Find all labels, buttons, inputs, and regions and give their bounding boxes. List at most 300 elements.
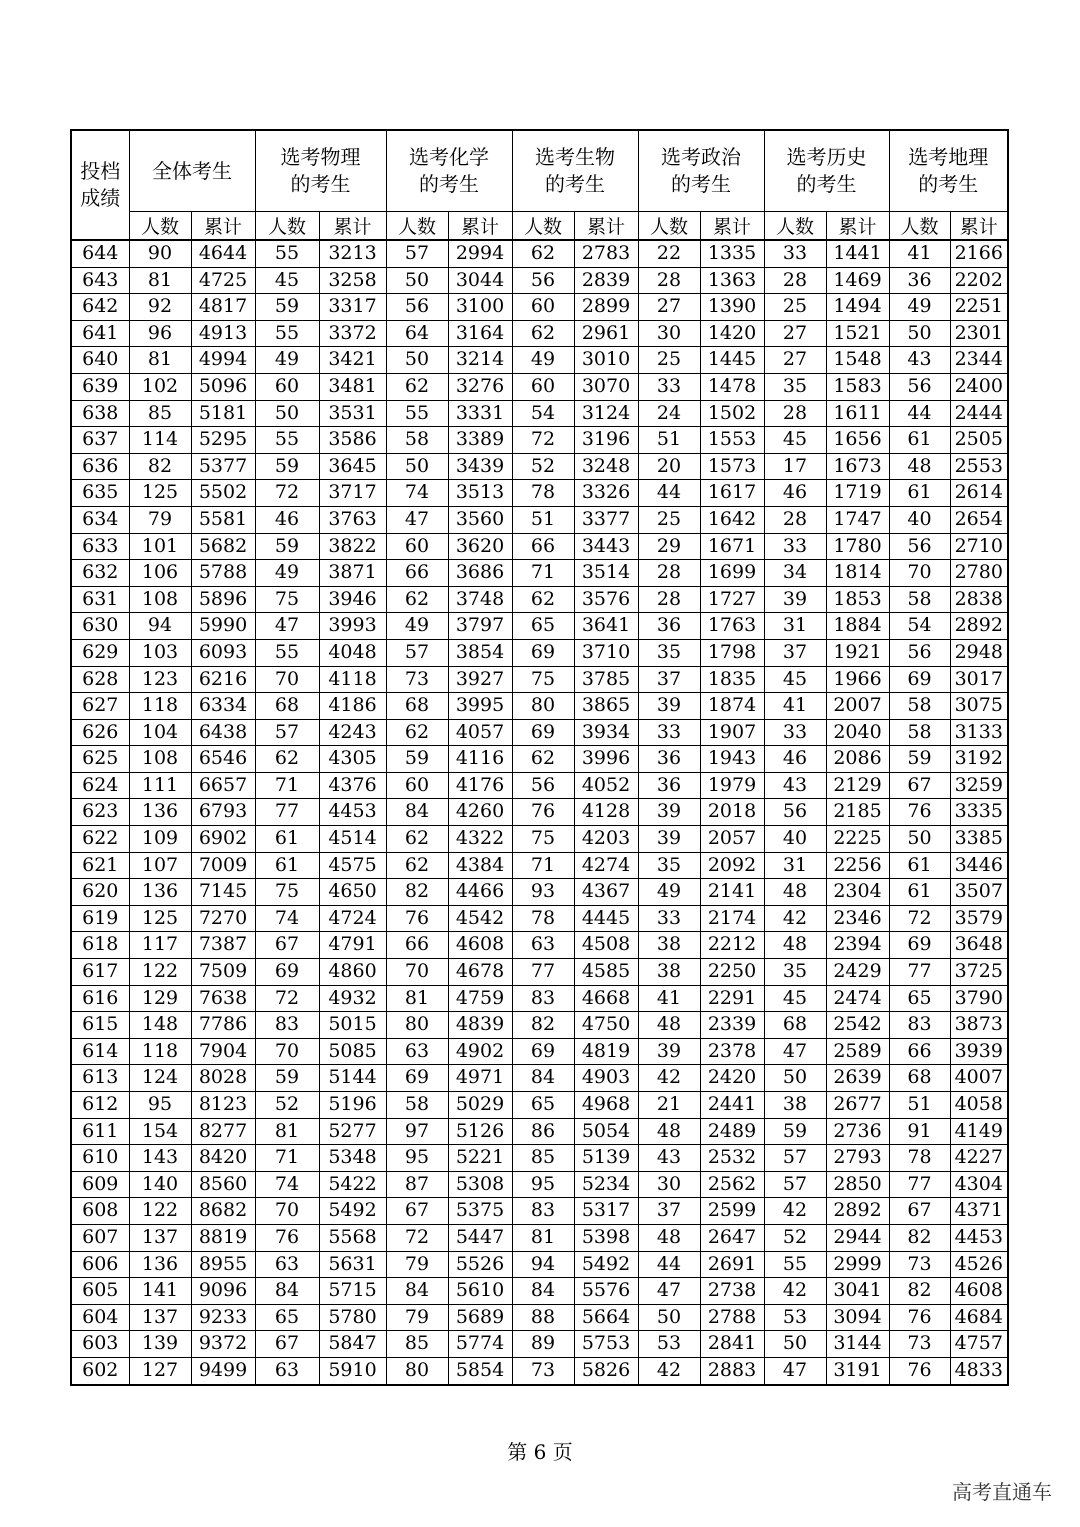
cumulative-cell: 2141 xyxy=(700,879,764,906)
count-cell: 73 xyxy=(889,1251,950,1278)
count-cell: 62 xyxy=(512,586,574,613)
count-cell: 137 xyxy=(129,1304,191,1331)
cumulative-cell: 3579 xyxy=(950,905,1008,932)
cumulative-cell: 3070 xyxy=(574,373,638,400)
cumulative-cell: 2647 xyxy=(700,1224,764,1251)
cumulative-cell: 1642 xyxy=(700,506,764,533)
count-cell: 58 xyxy=(889,586,950,613)
cumulative-cell: 1502 xyxy=(700,400,764,427)
count-cell: 88 xyxy=(512,1304,574,1331)
cumulative-cell: 6216 xyxy=(191,666,255,693)
count-cell: 42 xyxy=(638,1065,700,1092)
cumulative-cell: 1780 xyxy=(826,533,889,560)
score-cell: 638 xyxy=(71,400,129,427)
count-cell: 68 xyxy=(255,693,319,720)
score-cell: 636 xyxy=(71,453,129,480)
cumulative-cell: 2394 xyxy=(826,932,889,959)
cumulative-cell: 4932 xyxy=(319,985,386,1012)
cumulative-cell: 7270 xyxy=(191,905,255,932)
cumulative-cell: 3934 xyxy=(574,719,638,746)
table-row xyxy=(71,1198,1008,1225)
cumulative-subheader: 累计 xyxy=(700,212,764,241)
count-cell: 39 xyxy=(638,1038,700,1065)
count-cell: 127 xyxy=(129,1357,191,1384)
count-cell: 76 xyxy=(512,799,574,826)
cumulative-cell: 2301 xyxy=(950,320,1008,347)
table-row xyxy=(71,639,1008,666)
cumulative-cell: 4058 xyxy=(950,1092,1008,1119)
count-cell: 39 xyxy=(638,799,700,826)
cumulative-cell: 1727 xyxy=(700,586,764,613)
count-cell: 29 xyxy=(638,533,700,560)
count-cell: 31 xyxy=(764,852,826,879)
cumulative-cell: 2256 xyxy=(826,852,889,879)
cumulative-cell: 1979 xyxy=(700,772,764,799)
count-cell: 52 xyxy=(255,1092,319,1119)
cumulative-cell: 9372 xyxy=(191,1331,255,1358)
score-cell: 637 xyxy=(71,427,129,454)
cumulative-cell: 2086 xyxy=(826,746,889,773)
count-cell: 42 xyxy=(764,1198,826,1225)
count-cell: 48 xyxy=(889,453,950,480)
count-cell: 78 xyxy=(889,1145,950,1172)
cumulative-cell: 3645 xyxy=(319,453,386,480)
cumulative-cell: 8123 xyxy=(191,1092,255,1119)
count-cell: 55 xyxy=(386,400,448,427)
count-cell: 84 xyxy=(255,1278,319,1305)
cumulative-cell: 4367 xyxy=(574,879,638,906)
count-cell: 39 xyxy=(638,693,700,720)
count-cell: 63 xyxy=(255,1357,319,1384)
cumulative-cell: 8955 xyxy=(191,1251,255,1278)
count-cell: 68 xyxy=(889,1065,950,1092)
cumulative-cell: 5581 xyxy=(191,506,255,533)
cumulative-cell: 3854 xyxy=(448,639,512,666)
count-cell: 75 xyxy=(255,879,319,906)
cumulative-cell: 5317 xyxy=(574,1198,638,1225)
cumulative-cell: 1573 xyxy=(700,453,764,480)
count-cell: 78 xyxy=(512,905,574,932)
cumulative-cell: 2944 xyxy=(826,1224,889,1251)
cumulative-cell: 9499 xyxy=(191,1357,255,1384)
count-cell: 66 xyxy=(386,560,448,587)
count-cell: 60 xyxy=(512,294,574,321)
cumulative-cell: 2225 xyxy=(826,826,889,853)
cumulative-cell: 2948 xyxy=(950,639,1008,666)
cumulative-cell: 2783 xyxy=(574,240,638,267)
count-cell: 50 xyxy=(386,453,448,480)
count-cell: 49 xyxy=(889,294,950,321)
count-cell: 47 xyxy=(638,1278,700,1305)
count-cell: 30 xyxy=(638,320,700,347)
count-cell: 92 xyxy=(129,294,191,321)
count-cell: 86 xyxy=(512,1118,574,1145)
cumulative-cell: 1478 xyxy=(700,373,764,400)
cumulative-cell: 2532 xyxy=(700,1145,764,1172)
group-header xyxy=(889,130,1008,212)
cumulative-cell: 2212 xyxy=(700,932,764,959)
cumulative-cell: 3385 xyxy=(950,826,1008,853)
count-cell: 56 xyxy=(386,294,448,321)
count-cell: 55 xyxy=(255,320,319,347)
count-cell: 90 xyxy=(129,240,191,267)
table-row xyxy=(71,373,1008,400)
cumulative-cell: 4819 xyxy=(574,1038,638,1065)
count-cell: 67 xyxy=(386,1198,448,1225)
count-cell: 129 xyxy=(129,985,191,1012)
count-cell: 57 xyxy=(255,719,319,746)
cumulative-cell: 2999 xyxy=(826,1251,889,1278)
group-header xyxy=(512,130,638,212)
score-cell: 631 xyxy=(71,586,129,613)
count-cell: 57 xyxy=(764,1171,826,1198)
cumulative-cell: 4585 xyxy=(574,959,638,986)
score-cell: 621 xyxy=(71,852,129,879)
count-cell: 44 xyxy=(638,1251,700,1278)
cumulative-cell: 3041 xyxy=(826,1278,889,1305)
count-cell: 70 xyxy=(255,666,319,693)
cumulative-cell: 5308 xyxy=(448,1171,512,1198)
score-cell: 633 xyxy=(71,533,129,560)
group-header-label: 选考化学的考生 xyxy=(409,145,489,196)
cumulative-cell: 5664 xyxy=(574,1304,638,1331)
cumulative-cell: 4994 xyxy=(191,347,255,374)
cumulative-cell: 4650 xyxy=(319,879,386,906)
count-cell: 38 xyxy=(638,959,700,986)
score-cell: 615 xyxy=(71,1012,129,1039)
cumulative-cell: 4575 xyxy=(319,852,386,879)
cumulative-cell: 4526 xyxy=(950,1251,1008,1278)
cumulative-cell: 5377 xyxy=(191,453,255,480)
cumulative-cell: 2961 xyxy=(574,320,638,347)
cumulative-cell: 2639 xyxy=(826,1065,889,1092)
score-cell: 602 xyxy=(71,1357,129,1384)
count-cell: 77 xyxy=(889,959,950,986)
cumulative-cell: 1921 xyxy=(826,639,889,666)
score-cell: 613 xyxy=(71,1065,129,1092)
cumulative-cell: 2793 xyxy=(826,1145,889,1172)
count-cell: 63 xyxy=(386,1038,448,1065)
cumulative-cell: 5398 xyxy=(574,1224,638,1251)
group-header-label: 全体考生 xyxy=(152,158,232,183)
table-row xyxy=(71,267,1008,294)
count-cell: 81 xyxy=(386,985,448,1012)
cumulative-cell: 2839 xyxy=(574,267,638,294)
table-row xyxy=(71,533,1008,560)
count-cell: 140 xyxy=(129,1171,191,1198)
count-cell: 125 xyxy=(129,905,191,932)
page-number: 第 6 页 xyxy=(507,1440,573,1464)
cumulative-cell: 3258 xyxy=(319,267,386,294)
cumulative-cell: 4757 xyxy=(950,1331,1008,1358)
count-cell: 93 xyxy=(512,879,574,906)
cumulative-cell: 8277 xyxy=(191,1118,255,1145)
count-cell: 69 xyxy=(889,932,950,959)
count-subheader: 人数 xyxy=(386,212,448,241)
count-cell: 104 xyxy=(129,719,191,746)
count-cell: 76 xyxy=(889,1304,950,1331)
cumulative-cell: 4968 xyxy=(574,1092,638,1119)
score-cell: 624 xyxy=(71,772,129,799)
cumulative-cell: 2691 xyxy=(700,1251,764,1278)
cumulative-cell: 3710 xyxy=(574,639,638,666)
count-cell: 48 xyxy=(764,932,826,959)
table-row xyxy=(71,1012,1008,1039)
count-cell: 42 xyxy=(764,1278,826,1305)
cumulative-cell: 2441 xyxy=(700,1092,764,1119)
table-row xyxy=(71,294,1008,321)
cumulative-cell: 3686 xyxy=(448,560,512,587)
score-column-header xyxy=(71,130,129,240)
cumulative-cell: 5029 xyxy=(448,1092,512,1119)
cumulative-cell: 2654 xyxy=(950,506,1008,533)
count-cell: 56 xyxy=(889,373,950,400)
cumulative-cell: 4274 xyxy=(574,852,638,879)
count-cell: 57 xyxy=(764,1145,826,1172)
cumulative-cell: 5181 xyxy=(191,400,255,427)
cumulative-cell: 1853 xyxy=(826,586,889,613)
cumulative-cell: 4608 xyxy=(950,1278,1008,1305)
cumulative-cell: 4913 xyxy=(191,320,255,347)
count-cell: 68 xyxy=(764,1012,826,1039)
count-cell: 76 xyxy=(889,799,950,826)
cumulative-cell: 3481 xyxy=(319,373,386,400)
cumulative-cell: 3446 xyxy=(950,852,1008,879)
cumulative-cell: 2444 xyxy=(950,400,1008,427)
score-cell: 629 xyxy=(71,639,129,666)
cumulative-cell: 2677 xyxy=(826,1092,889,1119)
cumulative-cell: 2304 xyxy=(826,879,889,906)
table-row xyxy=(71,932,1008,959)
count-cell: 61 xyxy=(889,879,950,906)
count-cell: 75 xyxy=(512,666,574,693)
cumulative-cell: 4186 xyxy=(319,693,386,720)
cumulative-cell: 4466 xyxy=(448,879,512,906)
table-row xyxy=(71,347,1008,374)
cumulative-cell: 3133 xyxy=(950,719,1008,746)
cumulative-cell: 4903 xyxy=(574,1065,638,1092)
count-cell: 84 xyxy=(386,1278,448,1305)
cumulative-cell: 2883 xyxy=(700,1357,764,1384)
count-cell: 48 xyxy=(638,1224,700,1251)
count-cell: 48 xyxy=(638,1118,700,1145)
table-row xyxy=(71,1145,1008,1172)
count-cell: 45 xyxy=(764,427,826,454)
count-cell: 56 xyxy=(512,267,574,294)
cumulative-cell: 3790 xyxy=(950,985,1008,1012)
count-cell: 47 xyxy=(255,613,319,640)
score-cell: 611 xyxy=(71,1118,129,1145)
count-cell: 74 xyxy=(255,1171,319,1198)
cumulative-cell: 1747 xyxy=(826,506,889,533)
cumulative-cell: 3100 xyxy=(448,294,512,321)
table-row xyxy=(71,905,1008,932)
count-cell: 107 xyxy=(129,852,191,879)
cumulative-cell: 4176 xyxy=(448,772,512,799)
count-cell: 41 xyxy=(764,693,826,720)
cumulative-cell: 8028 xyxy=(191,1065,255,1092)
cumulative-cell: 4116 xyxy=(448,746,512,773)
count-cell: 136 xyxy=(129,879,191,906)
count-cell: 27 xyxy=(764,347,826,374)
cumulative-cell: 1441 xyxy=(826,240,889,267)
cumulative-cell: 4791 xyxy=(319,932,386,959)
cumulative-cell: 4839 xyxy=(448,1012,512,1039)
count-cell: 111 xyxy=(129,772,191,799)
count-cell: 73 xyxy=(386,666,448,693)
cumulative-cell: 2780 xyxy=(950,560,1008,587)
count-cell: 65 xyxy=(512,1092,574,1119)
cumulative-cell: 5826 xyxy=(574,1357,638,1384)
cumulative-cell: 2250 xyxy=(700,959,764,986)
count-cell: 84 xyxy=(386,799,448,826)
cumulative-cell: 5126 xyxy=(448,1118,512,1145)
cumulative-cell: 2174 xyxy=(700,905,764,932)
group-header-label: 选考历史的考生 xyxy=(786,145,867,196)
cumulative-cell: 6902 xyxy=(191,826,255,853)
cumulative-cell: 3871 xyxy=(319,560,386,587)
cumulative-cell: 3725 xyxy=(950,959,1008,986)
count-cell: 35 xyxy=(764,959,826,986)
cumulative-cell: 3192 xyxy=(950,746,1008,773)
count-cell: 35 xyxy=(638,639,700,666)
score-cell: 640 xyxy=(71,347,129,374)
cumulative-cell: 2092 xyxy=(700,852,764,879)
cumulative-subheader: 累计 xyxy=(574,212,638,241)
count-cell: 69 xyxy=(386,1065,448,1092)
score-cell: 610 xyxy=(71,1145,129,1172)
cumulative-cell: 1335 xyxy=(700,240,764,267)
count-cell: 82 xyxy=(512,1012,574,1039)
table-row xyxy=(71,320,1008,347)
count-cell: 118 xyxy=(129,693,191,720)
count-cell: 36 xyxy=(638,746,700,773)
cumulative-cell: 1548 xyxy=(826,347,889,374)
score-cell: 616 xyxy=(71,985,129,1012)
cumulative-cell: 5277 xyxy=(319,1118,386,1145)
count-cell: 72 xyxy=(889,905,950,932)
cumulative-cell: 3331 xyxy=(448,400,512,427)
count-cell: 59 xyxy=(255,294,319,321)
count-cell: 44 xyxy=(889,400,950,427)
cumulative-subheader: 累计 xyxy=(826,212,889,241)
cumulative-cell: 4445 xyxy=(574,905,638,932)
cumulative-cell: 3010 xyxy=(574,347,638,374)
count-cell: 65 xyxy=(889,985,950,1012)
table-row xyxy=(71,1357,1008,1384)
count-cell: 21 xyxy=(638,1092,700,1119)
cumulative-cell: 5788 xyxy=(191,560,255,587)
cumulative-cell: 6657 xyxy=(191,772,255,799)
count-cell: 60 xyxy=(512,373,574,400)
count-cell: 60 xyxy=(386,772,448,799)
score-cell: 634 xyxy=(71,506,129,533)
cumulative-cell: 5568 xyxy=(319,1224,386,1251)
count-cell: 148 xyxy=(129,1012,191,1039)
count-cell: 69 xyxy=(512,639,574,666)
cumulative-cell: 8560 xyxy=(191,1171,255,1198)
count-cell: 40 xyxy=(764,826,826,853)
count-cell: 47 xyxy=(764,1357,826,1384)
table-row xyxy=(71,1251,1008,1278)
count-cell: 81 xyxy=(512,1224,574,1251)
count-cell: 60 xyxy=(386,533,448,560)
count-cell: 67 xyxy=(889,1198,950,1225)
count-cell: 56 xyxy=(889,533,950,560)
cumulative-cell: 1874 xyxy=(700,693,764,720)
count-cell: 95 xyxy=(512,1171,574,1198)
cumulative-cell: 2788 xyxy=(700,1304,764,1331)
count-cell: 95 xyxy=(129,1092,191,1119)
cumulative-cell: 3748 xyxy=(448,586,512,613)
count-cell: 41 xyxy=(889,240,950,267)
count-cell: 39 xyxy=(638,826,700,853)
cumulative-cell: 2736 xyxy=(826,1118,889,1145)
count-cell: 27 xyxy=(638,294,700,321)
cumulative-cell: 4048 xyxy=(319,639,386,666)
count-cell: 36 xyxy=(889,267,950,294)
count-cell: 38 xyxy=(764,1092,826,1119)
count-cell: 76 xyxy=(386,905,448,932)
cumulative-cell: 5780 xyxy=(319,1304,386,1331)
cumulative-cell: 3763 xyxy=(319,506,386,533)
cumulative-cell: 4052 xyxy=(574,772,638,799)
cumulative-cell: 1363 xyxy=(700,267,764,294)
score-cell: 612 xyxy=(71,1092,129,1119)
cumulative-cell: 2185 xyxy=(826,799,889,826)
count-cell: 43 xyxy=(638,1145,700,1172)
score-cell: 607 xyxy=(71,1224,129,1251)
source-watermark: 高考直通车 xyxy=(952,1480,1052,1504)
count-subheader: 人数 xyxy=(255,212,319,241)
count-cell: 50 xyxy=(764,1331,826,1358)
count-cell: 51 xyxy=(638,427,700,454)
table-row xyxy=(71,959,1008,986)
count-cell: 62 xyxy=(512,746,574,773)
score-cell: 625 xyxy=(71,746,129,773)
count-cell: 62 xyxy=(386,586,448,613)
count-cell: 36 xyxy=(638,613,700,640)
group-header xyxy=(255,130,386,212)
cumulative-cell: 5348 xyxy=(319,1145,386,1172)
count-cell: 43 xyxy=(764,772,826,799)
cumulative-cell: 3993 xyxy=(319,613,386,640)
cumulative-cell: 4817 xyxy=(191,294,255,321)
count-cell: 78 xyxy=(512,480,574,507)
count-cell: 67 xyxy=(889,772,950,799)
cumulative-cell: 1814 xyxy=(826,560,889,587)
cumulative-cell: 3276 xyxy=(448,373,512,400)
cumulative-cell: 4508 xyxy=(574,932,638,959)
cumulative-cell: 1469 xyxy=(826,267,889,294)
cumulative-cell: 3196 xyxy=(574,427,638,454)
count-cell: 81 xyxy=(255,1118,319,1145)
cumulative-cell: 3641 xyxy=(574,613,638,640)
count-cell: 50 xyxy=(386,347,448,374)
cumulative-cell: 2344 xyxy=(950,347,1008,374)
table-row xyxy=(71,826,1008,853)
cumulative-cell: 2899 xyxy=(574,294,638,321)
score-cell: 628 xyxy=(71,666,129,693)
count-cell: 52 xyxy=(512,453,574,480)
table-row xyxy=(71,1118,1008,1145)
count-cell: 33 xyxy=(764,719,826,746)
cumulative-cell: 4750 xyxy=(574,1012,638,1039)
score-cell: 641 xyxy=(71,320,129,347)
group-header xyxy=(764,130,889,212)
table-row xyxy=(71,613,1008,640)
count-cell: 22 xyxy=(638,240,700,267)
